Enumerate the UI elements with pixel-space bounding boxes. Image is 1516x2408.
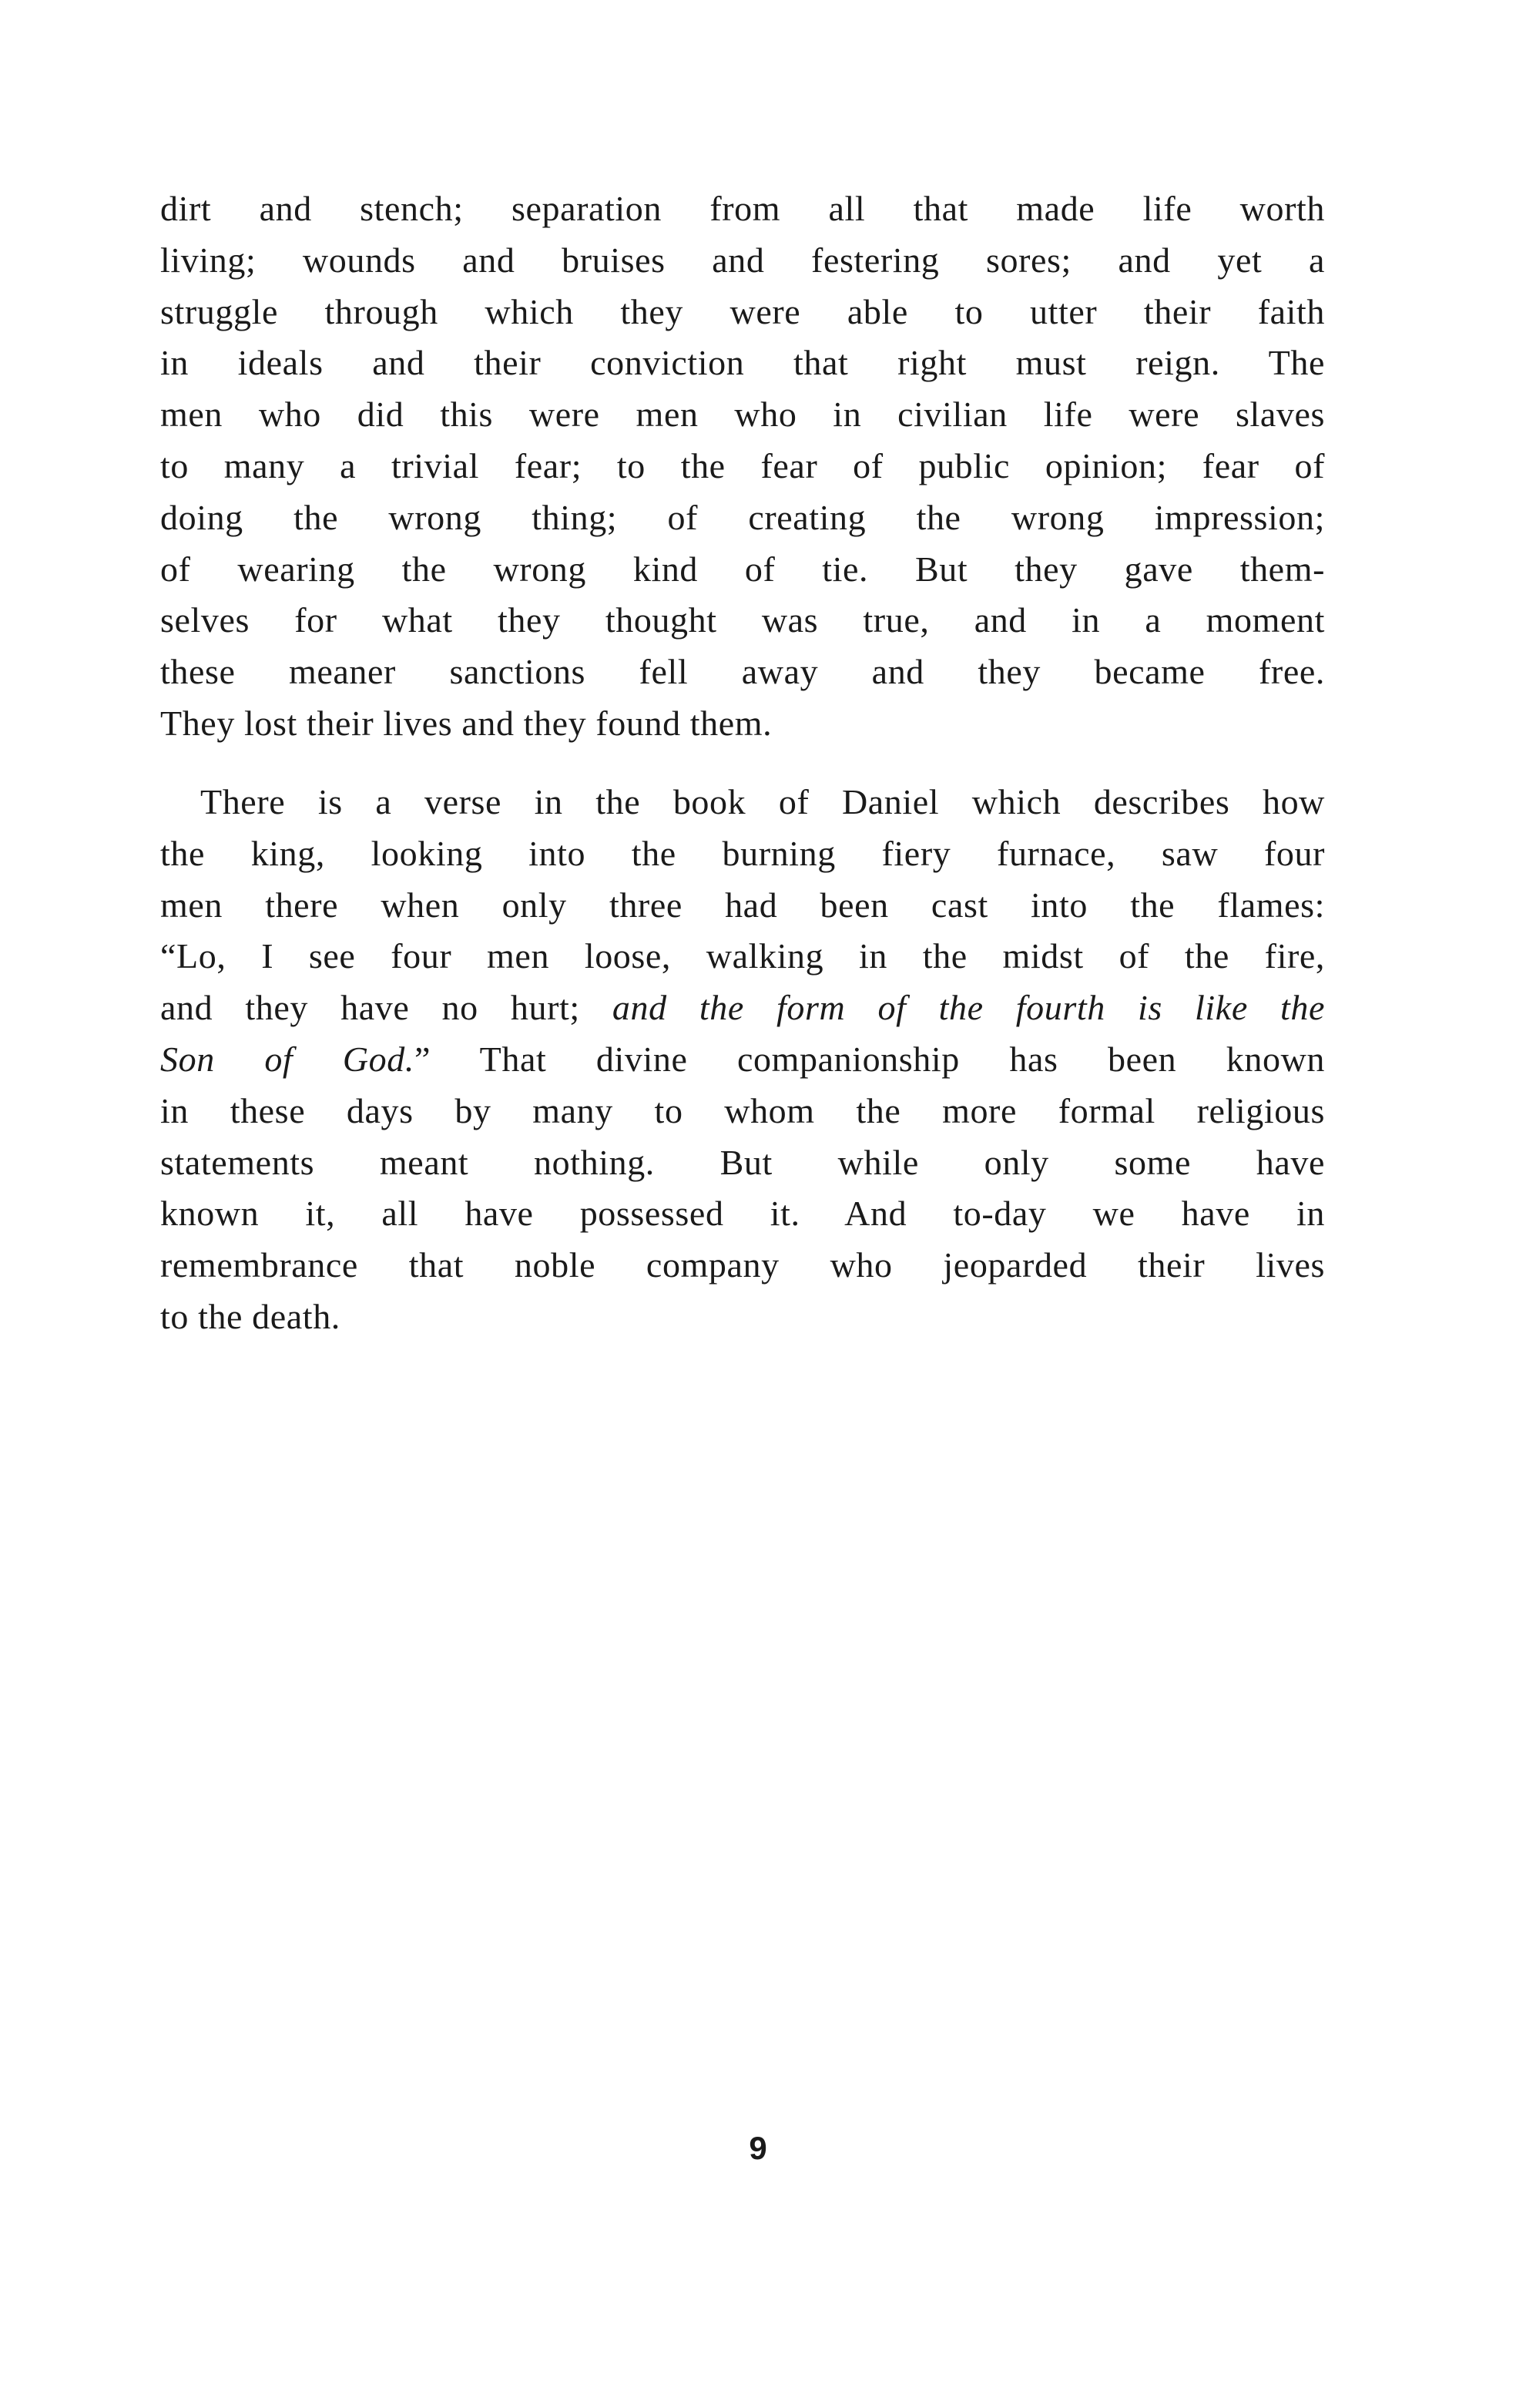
text-line: “Lo, I see four men loose, walking in the midst of the fire, [160, 936, 1325, 976]
text-line: in ideals and their conviction that right must reign. The [160, 343, 1325, 383]
text-line: There is a verse in the book of Daniel which describes how [200, 782, 1325, 821]
text-line: in these days by many to whom the more formal religious [160, 1090, 1325, 1130]
text-line: selves for what they thought was true, and in a moment [160, 600, 1325, 640]
italic-text-run: and the form of the fourth is like the [612, 988, 1325, 1028]
text-line: They lost their lives and they found them. [160, 703, 773, 743]
text-line: dirt and stench; separation from all that made life worth [160, 189, 1325, 228]
text-line: the king, looking into the burning fiery furnace, saw four [160, 833, 1325, 873]
text-line: remembrance that noble company who jeoparded their lives [160, 1245, 1325, 1285]
text-line: these meaner sanctions fell away and they became free. [160, 652, 1325, 692]
paragraph-2 [160, 777, 1325, 1343]
paragraph-1 [160, 183, 1325, 750]
italic-text-run: Son of God. [160, 1039, 414, 1079]
text-line: statements meant nothing. But while only some have [160, 1142, 1325, 1182]
text-run: ” That divine companionship has been known [414, 1039, 1325, 1079]
text-run: and they have no hurt; [160, 988, 612, 1028]
text-line: of wearing the wrong kind of tie. But they gave them- [160, 549, 1325, 589]
text-line: known it, all have possessed it. And to-day we have in [160, 1194, 1325, 1234]
page-number: 9 [749, 2130, 767, 2166]
text-line: living; wounds and bruises and festering sores; and yet a [160, 240, 1325, 280]
text-line: doing the wrong thing; of creating the wrong impression; [160, 497, 1325, 537]
text-line [160, 1034, 1325, 1086]
text-line [160, 982, 1325, 1034]
text-line: to many a trivial fear; to the fear of public opinion; fear of [160, 445, 1325, 485]
text-line: to the death. [160, 1296, 340, 1336]
text-line: men who did this were men who in civilian life were slaves [160, 395, 1325, 435]
text-line: men there when only three had been cast into the flames: [160, 885, 1325, 925]
text-line: struggle through which they were able to utter their faith [160, 291, 1325, 331]
